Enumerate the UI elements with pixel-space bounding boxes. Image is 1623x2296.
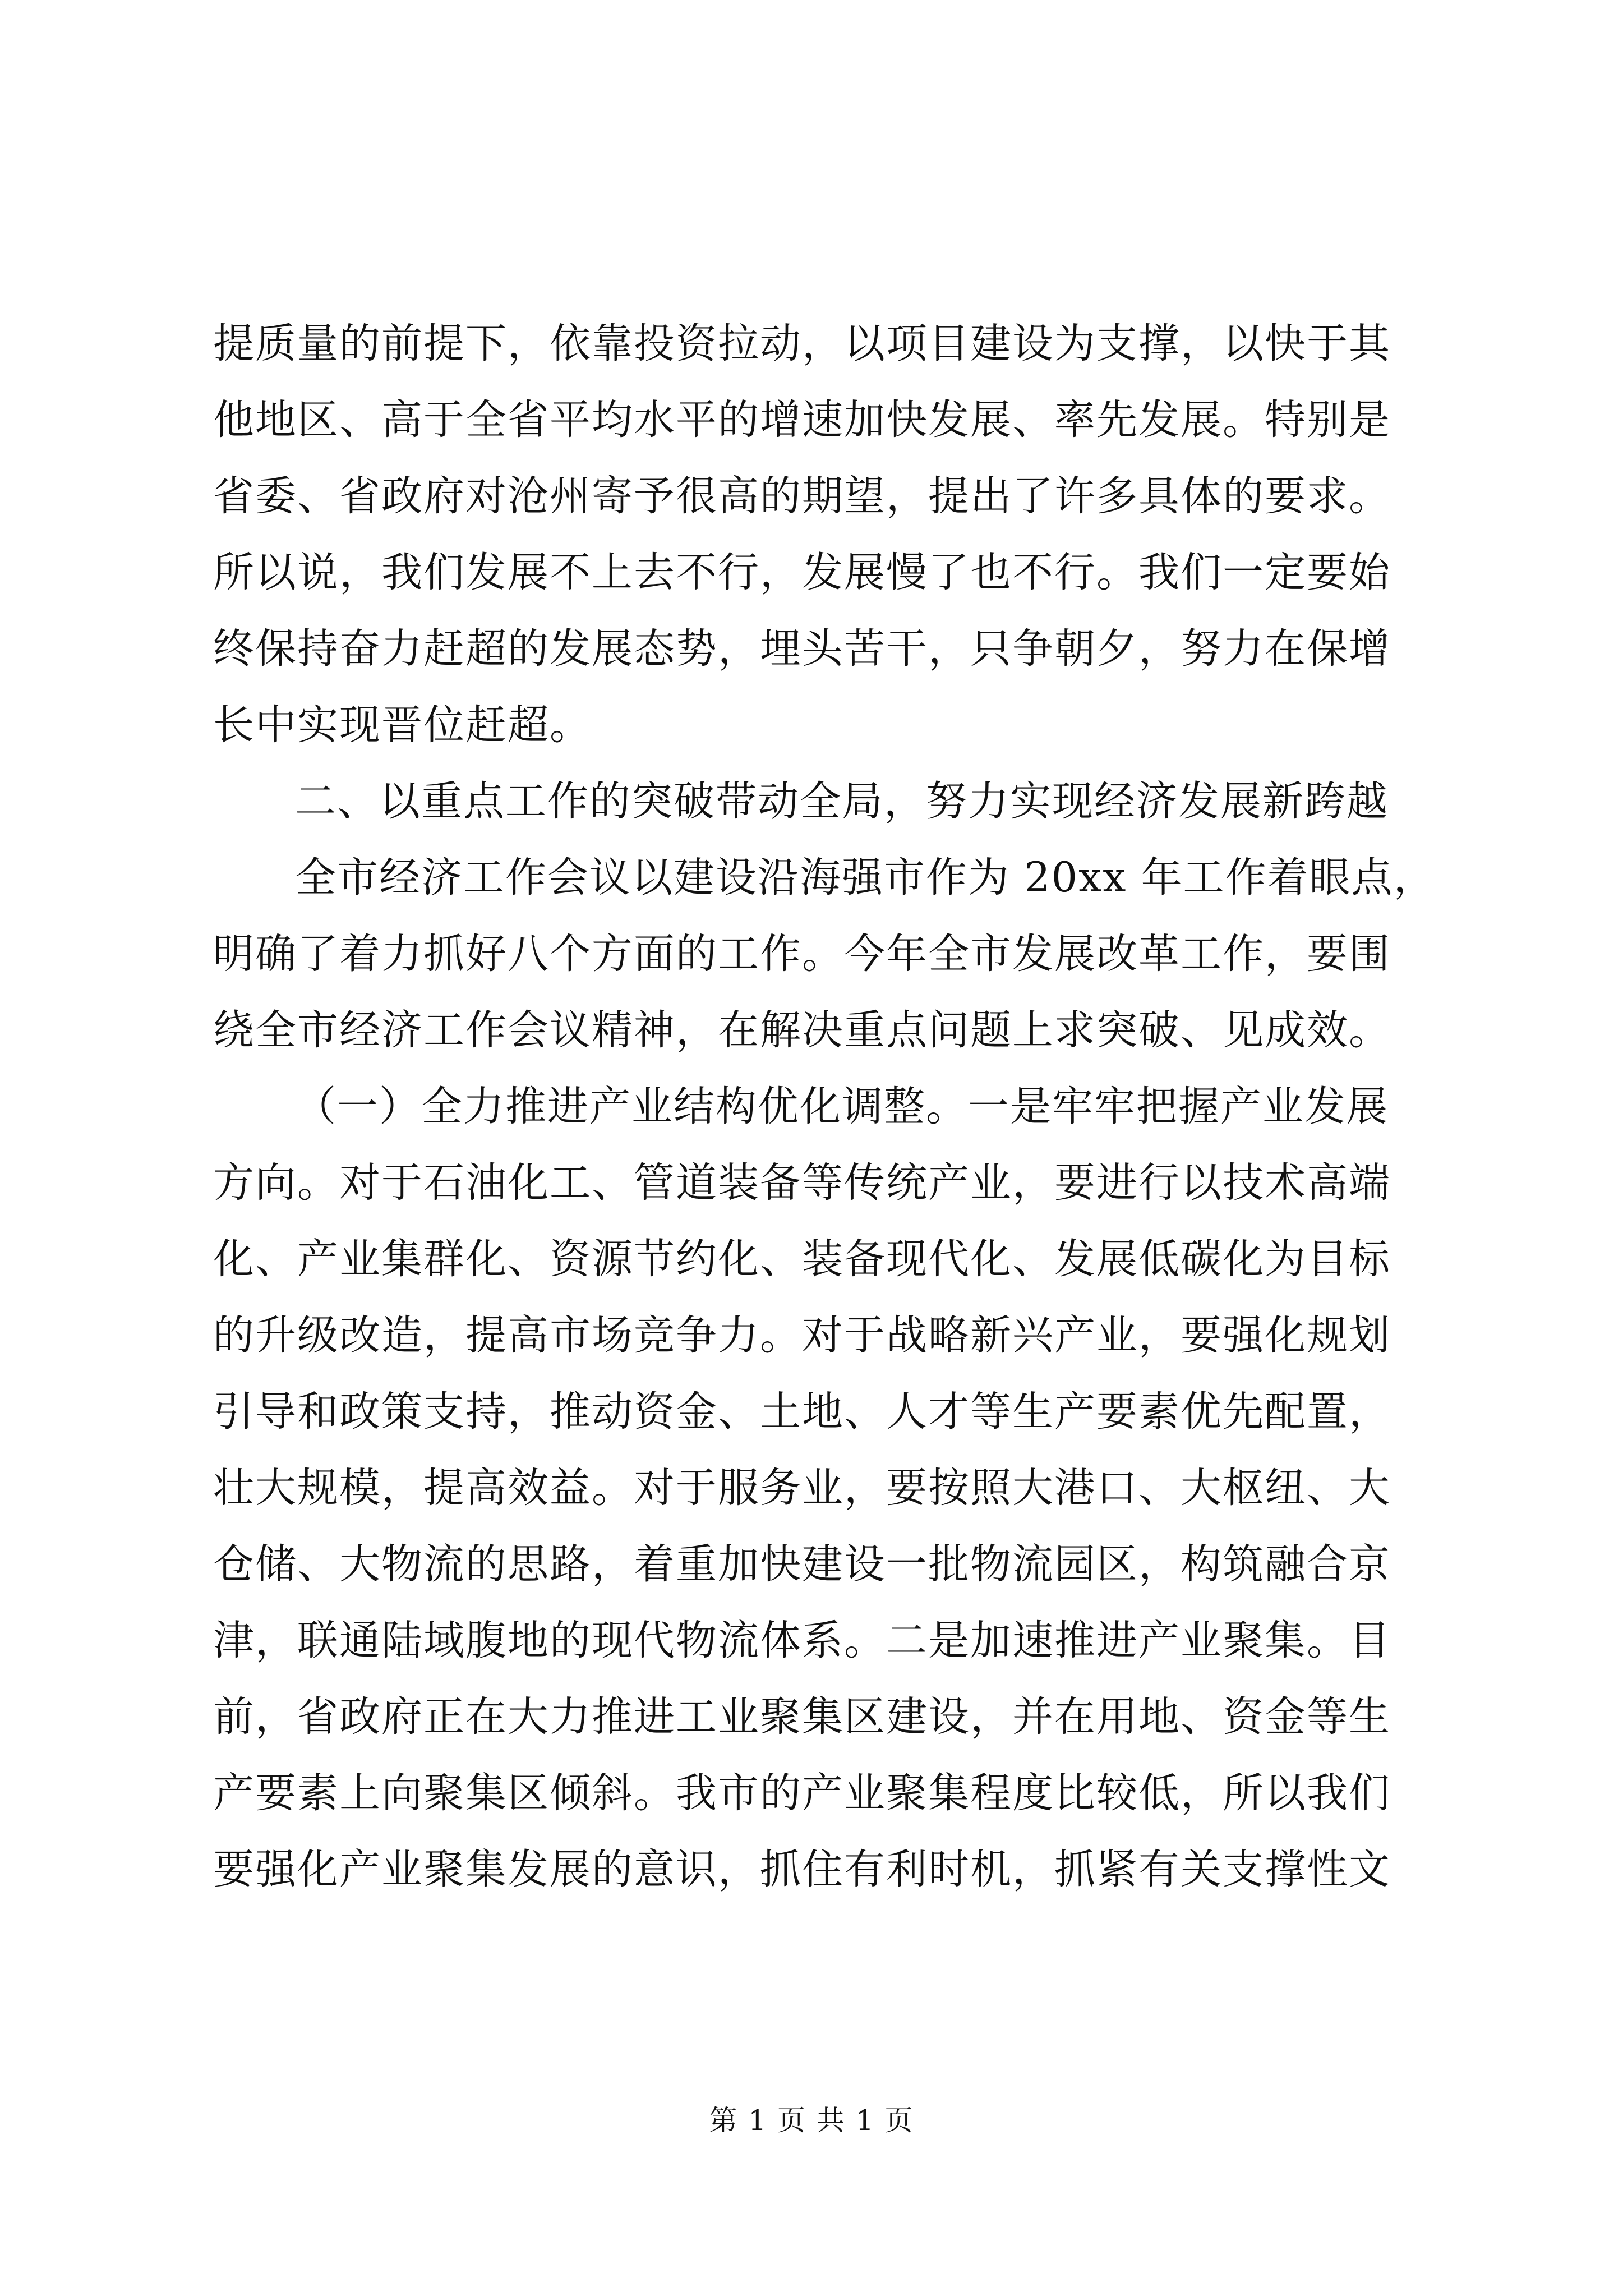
- text-line: 前，省政府正在大力推进工业聚集区建设，并在用地、资金等生: [213, 1693, 1391, 1741]
- text-line: 他地区、高于全省平均水平的增速加快发展、率先发展。特别是: [213, 396, 1391, 444]
- text-line: 津，联通陆域腹地的现代物流体系。二是加速推进产业聚集。目: [213, 1617, 1391, 1664]
- subsection-heading-line: （一）全力推进产业结构优化调整。一是牢牢把握产业发展: [295, 1083, 1389, 1130]
- text-line: 化、产业集群化、资源节约化、装备现代化、发展低碳化为目标: [213, 1235, 1391, 1283]
- text-line: 产要素上向聚集区倾斜。我市的产业聚集程度比较低，所以我们: [213, 1769, 1391, 1817]
- text-line: 引导和政策支持，推动资金、土地、人才等生产要素优先配置，: [213, 1388, 1391, 1435]
- text-line: 的升级改造，提高市场竞争力。对于战略新兴产业，要强化规划: [213, 1312, 1391, 1359]
- document-body: [213, 306, 1436, 1908]
- page-number-footer: 第 1 页 共 1 页: [709, 2104, 914, 2137]
- text-line: 方向。对于石油化工、管道装备等传统产业，要进行以技术高端: [213, 1159, 1391, 1207]
- text-line: 长中实现晋位赶超。: [213, 701, 592, 749]
- paragraph-start-line: 全市经济工作会议以建设沿海强市作为 20xx 年工作着眼点，: [295, 854, 1436, 901]
- text-line: 终保持奋力赶超的发展态势，埋头苦干，只争朝夕，努力在保增: [213, 625, 1391, 673]
- text-line: 壮大规模，提高效益。对于服务业，要按照大港口、大枢纽、大: [213, 1464, 1391, 1512]
- text-line: 所以说，我们发展不上去不行，发展慢了也不行。我们一定要始: [213, 549, 1391, 596]
- text-line: 省委、省政府对沧州寄予很高的期望，提出了许多具体的要求。: [213, 472, 1391, 520]
- text-line: 明确了着力抓好八个方面的工作。今年全市发展改革工作，要围: [213, 930, 1391, 978]
- section-heading: 二、以重点工作的突破带动全局，努力实现经济发展新跨越: [295, 777, 1389, 825]
- text-line: 绕全市经济工作会议精神，在解决重点问题上求突破、见成效。: [213, 1006, 1391, 1054]
- text-line: 提质量的前提下，依靠投资拉动，以项目建设为支撑，以快于其: [213, 320, 1391, 367]
- text-line: 仓储、大物流的思路，着重加快建设一批物流园区，构筑融合京: [213, 1540, 1391, 1588]
- text-line: 要强化产业聚集发展的意识，抓住有利时机，抓紧有关支撑性文: [213, 1846, 1391, 1893]
